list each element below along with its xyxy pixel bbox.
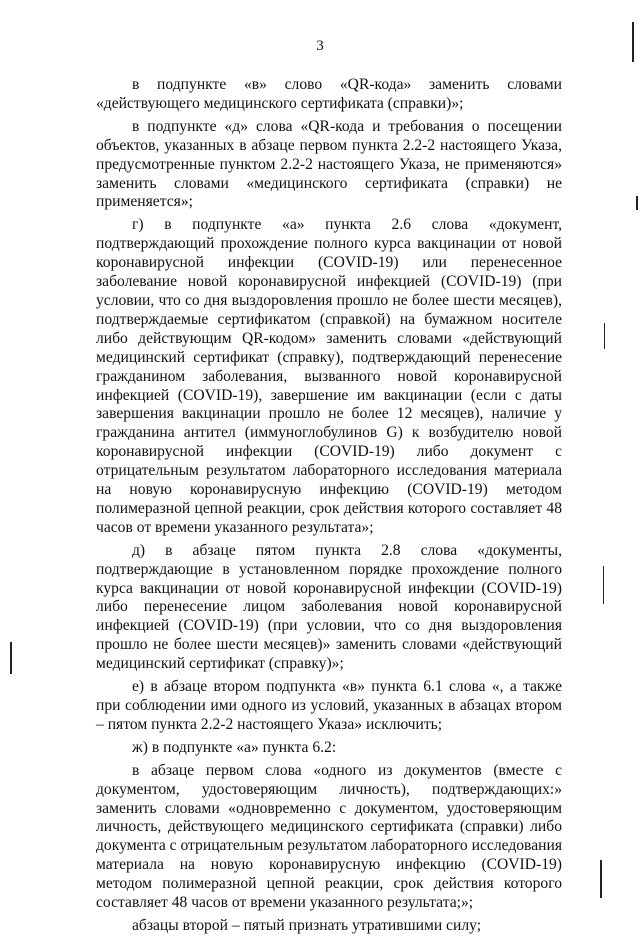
scan-edge-mark bbox=[603, 566, 604, 604]
paragraph: д) в абзаце пятом пункта 2.8 слова «документы, подтверждающие в установленном порядке прохождение полного курса вакцинации от новой коронавирусной инфекции (COVID-19) либо перенесение лицом заболевания новой коронавирусной инфекцией (COVID-19) (при условии, что со дня выздоровления прошло не более шести месяцев)» заменить словами «действующий медицинский сертификат (справку)»; bbox=[96, 541, 562, 673]
scan-edge-mark bbox=[636, 196, 638, 210]
paragraph: ж) в подпункте «а» пункта 6.2: bbox=[132, 738, 337, 756]
page-number: 3 bbox=[316, 38, 324, 54]
paragraph: е) в абзаце втором подпункта «в» пункта 6.1 слова «, а также при соблюдении ими одного из условий, указанных в абзацах втором – пятом пункта 2.2-2 настоящего Указа» исключить; bbox=[96, 678, 562, 733]
scan-edge-mark bbox=[600, 860, 602, 898]
paragraph: г) в подпункте «а» пункта 2.6 слова «документ, подтверждающий прохождение полного курса вакцинации от новой коронавирусной инфекции (COVID-19) или перенесенное заболевание новой коронавирусной инфекцией (COVID-19) (при условии, что со дня выздоровления прошло не более шести месяцев), подтверждаемые сертификатом (справкой) на бумажном носителе либо действующим QR-кодом» заменить словами «действующий медицинский сертификат (справку), подтверждающий перенесение гражданином заболевания, вызванного новой коронавирусной инфекцией (COVID-19), завершение им вакцинации (если с даты завершения вакцинации прошло не более 12 месяцев), наличие у гражданина антител (иммуноглобулинов G) к возбудителю новой коронавирусной инфекции (COVID-19) либо документ с отрицательным результатом лабораторного исследования материала на новую коронавирусную инфекцию (COVID-19) методом полимеразной цепной реакции, срок действия которого составляет 48 часов от времени указанного результата»; bbox=[96, 216, 562, 536]
scan-edge-mark bbox=[632, 22, 634, 62]
paragraph: в подпункте «в» слово «QR-кода» заменить словами «действующего медицинского сертификата (справки)»; bbox=[96, 76, 562, 112]
paragraph: в абзаце первом слова «одного из документов (вместе с документом, удостоверяющим личность), подтверждающих:» заменить словами «одновременно с документом, удостоверяющим личность, действующего медицинского сертификата (справки) либо документа с отрицательным результатом лабораторного исследования материала на новую коронавирусную инфекцию (COVID-19) методом полимеразной цепной реакции, срок действия которого составляет 48 часов от времени указанного результата;»; bbox=[96, 761, 562, 912]
paragraph: абзацы второй – пятый признать утратившими силу; bbox=[132, 916, 482, 934]
paragraph: в подпункте «д» слова «QR-кода и требования о посещении объектов, указанных в абзаце первом пункта 2.2-2 настоящего Указа, предусмотренные пунктом 2.2-2 настоящего Указа, не применяются» заменить словами «медицинского сертификата (справки) не применяется»; bbox=[96, 117, 562, 211]
scan-edge-mark bbox=[10, 642, 12, 674]
scan-edge-mark bbox=[604, 323, 605, 349]
document-body bbox=[96, 76, 562, 940]
